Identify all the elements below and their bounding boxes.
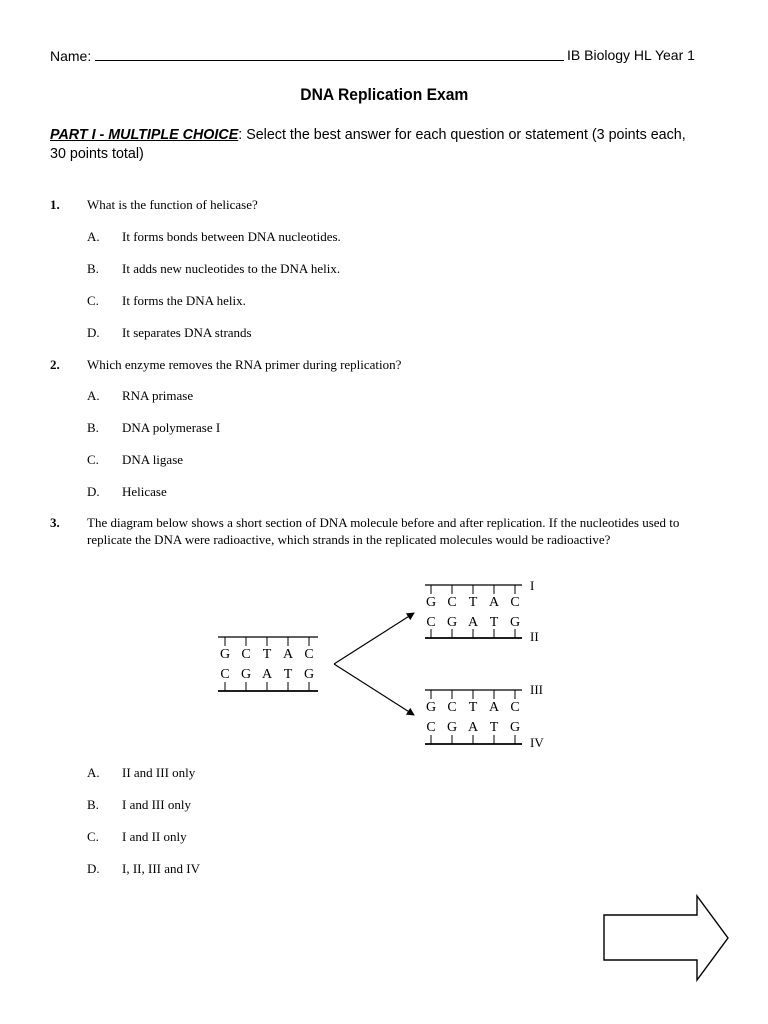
nucleotide-base: A — [467, 720, 479, 735]
question-number: 1. — [50, 197, 60, 212]
option-text[interactable]: It adds new nucleotides to the DNA helix. — [122, 261, 341, 276]
nucleotide-base: T — [262, 647, 272, 662]
nucleotide-base: T — [468, 700, 478, 715]
nucleotide-base: C — [510, 595, 520, 610]
top-strand-bases — [426, 595, 520, 610]
nucleotide-base: G — [509, 720, 521, 735]
question-text: What is the function of helicase? — [87, 197, 258, 212]
nucleotide-base: C — [447, 700, 457, 715]
top-strand-bases — [426, 700, 520, 715]
option-letter[interactable]: A. — [87, 765, 100, 780]
nucleotide-base: T — [489, 615, 499, 630]
strand-label-III: III — [530, 682, 543, 697]
option-letter[interactable]: A. — [87, 229, 100, 244]
option-text[interactable]: Helicase — [122, 484, 167, 499]
top-strand-ticks — [431, 690, 515, 699]
bottom-strand-ticks — [431, 629, 515, 638]
option-text[interactable]: I and II only — [122, 829, 187, 844]
option-letter[interactable]: D. — [87, 861, 100, 876]
option-text[interactable]: II and III only — [122, 765, 196, 780]
nucleotide-base: C — [510, 700, 520, 715]
question-text: The diagram below shows a short section of DNA molecule before and after replication. If the nucleotides used to replicate the DNA were radioactive, which strands in the replicated molecules would be radioactive? — [87, 515, 680, 547]
option-letter[interactable]: C. — [87, 293, 99, 308]
nucleotide-base: G — [425, 700, 437, 715]
option-text[interactable]: It forms the DNA helix. — [122, 293, 246, 308]
strand-label-IV: IV — [530, 735, 544, 750]
part-label: PART I - MULTIPLE CHOICE — [50, 127, 239, 143]
replicated-molecule-1 — [425, 578, 539, 644]
nucleotide-base: A — [282, 647, 294, 662]
name-label: Name: — [50, 48, 92, 64]
nucleotide-base: G — [509, 615, 521, 630]
arrow-to-copy-1 — [334, 613, 414, 664]
nucleotide-base: T — [283, 667, 293, 682]
nucleotide-base: C — [220, 667, 230, 682]
nucleotide-base: G — [446, 615, 458, 630]
next-page-arrow-icon[interactable] — [604, 896, 728, 980]
course-label: IB Biology HL Year 1 — [567, 47, 695, 63]
replication-arrows — [334, 613, 414, 715]
nucleotide-base: T — [489, 720, 499, 735]
nucleotide-base: G — [303, 667, 315, 682]
strand-label-II: II — [530, 629, 539, 644]
nucleotide-base: G — [446, 720, 458, 735]
nucleotide-base: A — [467, 615, 479, 630]
option-text[interactable]: DNA ligase — [122, 452, 184, 467]
bottom-strand-bases — [220, 667, 314, 682]
option-letter[interactable]: D. — [87, 325, 100, 340]
nucleotide-base: G — [240, 667, 252, 682]
nucleotide-base: A — [261, 667, 273, 682]
option-letter[interactable]: B. — [87, 420, 99, 435]
nucleotide-base: C — [426, 720, 436, 735]
exam-title: DNA Replication Exam — [299, 85, 469, 104]
nucleotide-base: C — [241, 647, 251, 662]
top-strand-ticks — [225, 637, 309, 646]
question-number: 2. — [50, 357, 60, 372]
strand-label-I: I — [530, 578, 535, 593]
option-letter[interactable]: C. — [87, 452, 99, 467]
option-letter[interactable]: D. — [87, 484, 100, 499]
top-strand-bases — [220, 647, 314, 662]
question-number: 3. — [50, 515, 60, 530]
option-letter[interactable]: A. — [87, 388, 100, 403]
nucleotide-base: A — [488, 595, 500, 610]
option-text[interactable]: RNA primase — [122, 388, 194, 403]
option-text[interactable]: I and III only — [122, 797, 191, 812]
option-text[interactable]: I, II, III and IV — [122, 861, 200, 876]
bottom-strand-bases — [426, 615, 520, 630]
question-text: Which enzyme removes the RNA primer during replication? — [87, 357, 402, 372]
bottom-strand-bases — [426, 720, 520, 735]
nucleotide-base: C — [304, 647, 314, 662]
top-strand-ticks — [431, 585, 515, 594]
nucleotide-base: G — [219, 647, 231, 662]
option-letter[interactable]: B. — [87, 261, 99, 276]
nucleotide-base: A — [488, 700, 500, 715]
replicated-molecule-2 — [425, 682, 544, 750]
nucleotide-base: C — [426, 615, 436, 630]
option-text[interactable]: It separates DNA strands — [122, 325, 252, 340]
original-dna-molecule — [218, 637, 318, 691]
option-letter[interactable]: C. — [87, 829, 99, 844]
option-text[interactable]: DNA polymerase I — [122, 420, 221, 435]
nucleotide-base: T — [468, 595, 478, 610]
arrow-to-copy-2 — [334, 664, 414, 715]
option-text[interactable]: It forms bonds between DNA nucleotides. — [122, 229, 341, 244]
bottom-strand-ticks — [431, 735, 515, 744]
bottom-strand-ticks — [225, 682, 309, 691]
nucleotide-base: G — [425, 595, 437, 610]
instructions-text: : Select the best answer for each question or statement (3 points each, 30 points total) — [50, 127, 686, 162]
nucleotide-base: C — [447, 595, 457, 610]
option-letter[interactable]: B. — [87, 797, 99, 812]
